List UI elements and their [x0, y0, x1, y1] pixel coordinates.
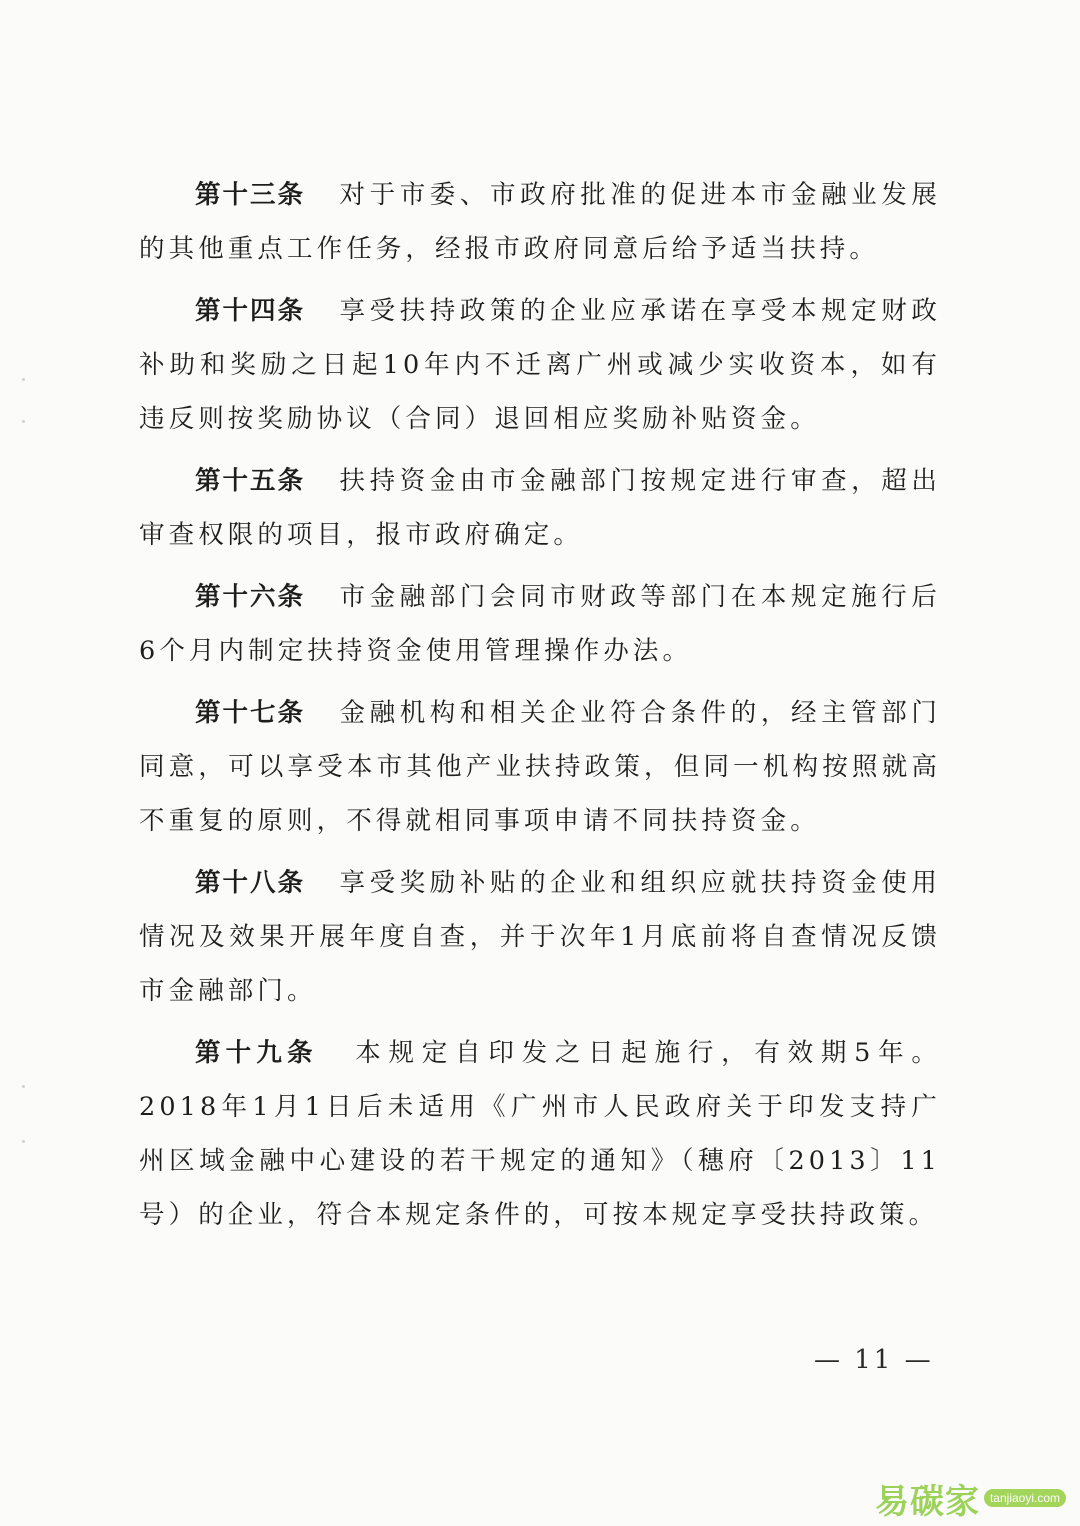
- article-number: 第十七条: [195, 698, 305, 728]
- watermark: [875, 1476, 1066, 1520]
- article-number: 第十四条: [195, 296, 305, 326]
- article-text: 享受奖励补贴的企业和组织应就扶持资金使用情况及效果开展年度自查，并于次年1月底前将自查情况反馈市金融部门。: [139, 868, 941, 1006]
- paper-speck: [22, 378, 25, 381]
- article-number: 第十九条: [195, 1038, 318, 1068]
- article-number: 第十八条: [195, 868, 305, 898]
- page-number: — 11 —: [814, 1345, 934, 1375]
- paper-speck: [22, 420, 25, 423]
- article-text: 本规定自印发之日起施行，有效期5年。2018年1月1日后未适用《广州市人民政府关于印发支持广州区域金融中心建设的若干规定的通知》（穗府〔2013〕11号）的企业，符合本规定条件的，可按本规定享受扶持政策。: [139, 1038, 941, 1230]
- article-text: 扶持资金由市金融部门按规定进行审查，超出审查权限的项目，报市政府确定。: [139, 466, 941, 550]
- article-text: 金融机构和相关企业符合条件的，经主管部门同意，可以享受本市其他产业扶持政策，但同一机构按照就高不重复的原则，不得就相同事项申请不同扶持资金。: [139, 698, 941, 836]
- paper-speck: [22, 1085, 25, 1088]
- article-text: 市金融部门会同市财政等部门在本规定施行后6个月内制定扶持资金使用管理操作办法。: [139, 582, 941, 666]
- article-19: [139, 1026, 941, 1242]
- article-text: 对于市委、市政府批准的促进本市金融业发展的其他重点工作任务，经报市政府同意后给予适当扶持。: [139, 180, 941, 264]
- article-number: 第十六条: [195, 582, 305, 612]
- watermark-url: tanjiaoyi.com: [984, 1489, 1066, 1507]
- article-14: [139, 284, 941, 446]
- article-number: 第十三条: [195, 180, 305, 210]
- watermark-logo: 易碳家: [874, 1481, 980, 1522]
- article-number: 第十五条: [195, 466, 305, 496]
- article-15: [139, 454, 941, 562]
- article-16: [139, 570, 941, 678]
- article-18: [139, 856, 941, 1018]
- article-text: 享受扶持政策的企业应承诺在享受本规定财政补助和奖励之日起10年内不迁离广州或减少实收资本，如有违反则按奖励协议（合同）退回相应奖励补贴资金。: [139, 296, 941, 434]
- article-17: [139, 686, 941, 848]
- article-13: [139, 168, 941, 276]
- article-list: [139, 168, 941, 1250]
- paper-speck: [22, 1140, 25, 1143]
